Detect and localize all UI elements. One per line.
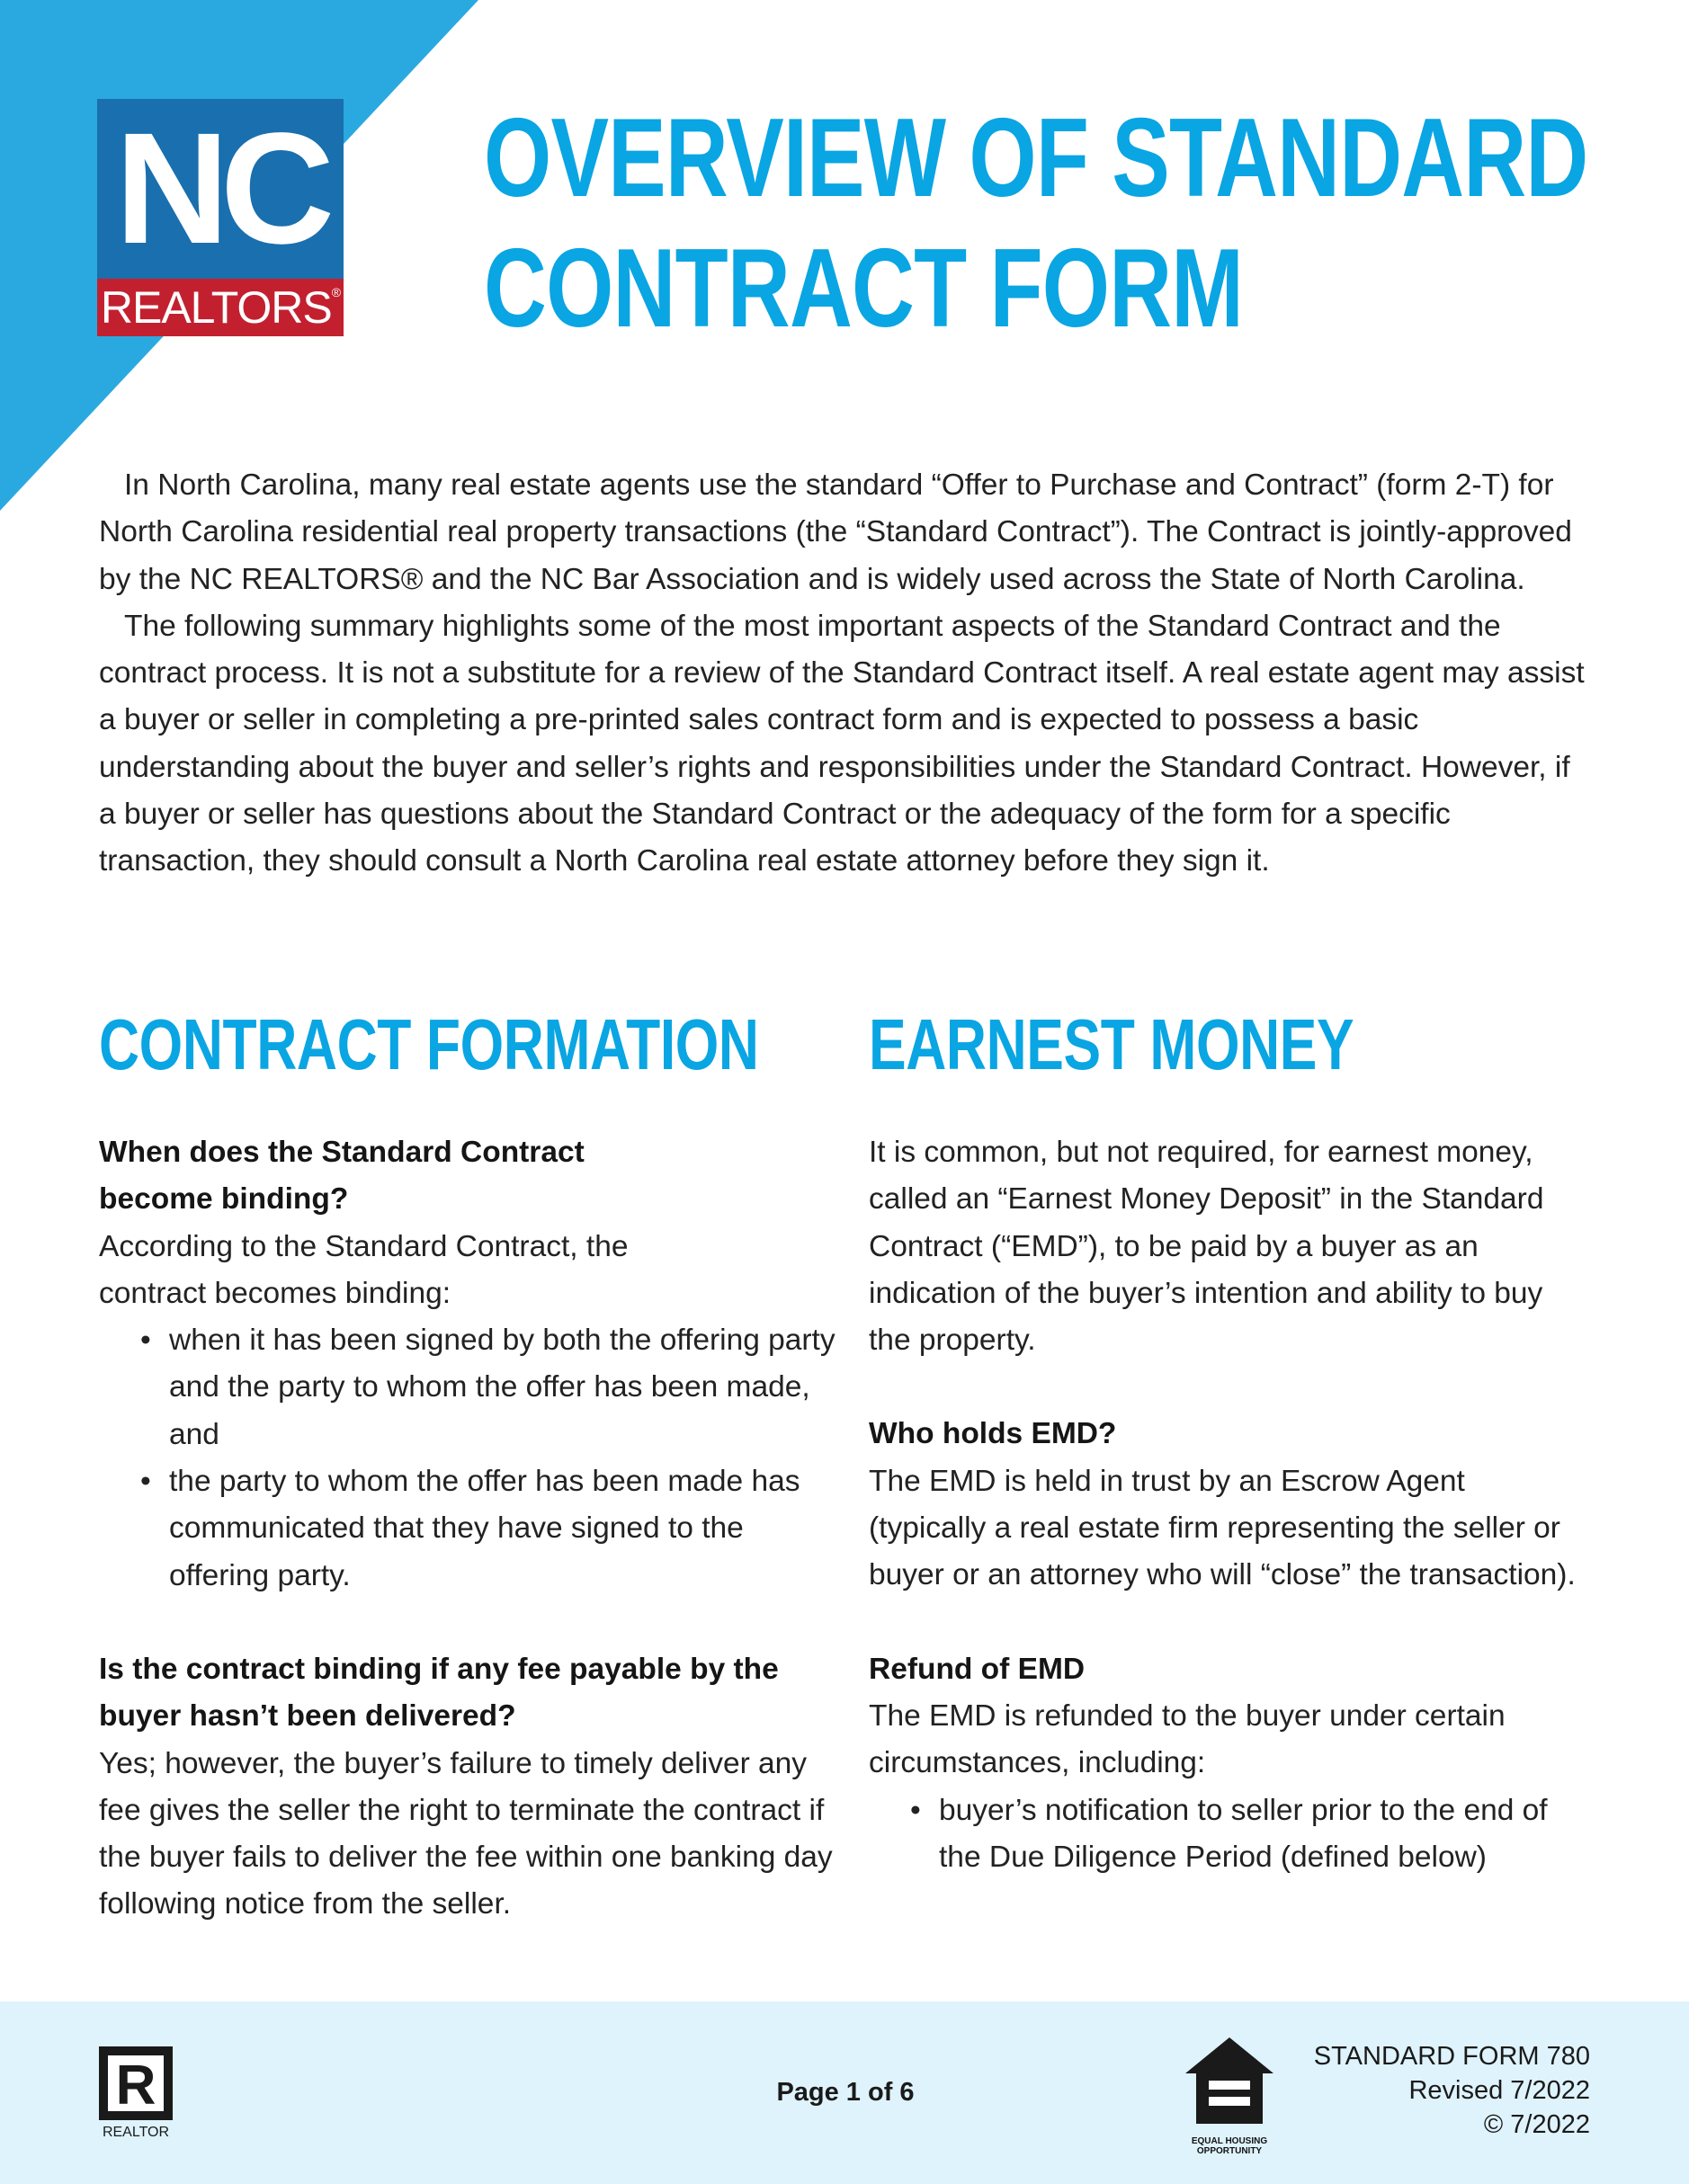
form-info <box>1241 2039 1590 2142</box>
binding-question: When does the Standard Contract become binding? <box>99 1136 585 1217</box>
intro-section <box>99 462 1592 886</box>
form-name: STANDARD FORM 780 <box>1313 2042 1590 2071</box>
contract-formation-heading: CONTRACT FORMATION <box>99 1004 759 1084</box>
page-footer <box>0 2001 1689 2184</box>
page-number: Page 1 of 6 <box>776 2078 915 2107</box>
bullet-icon: • <box>140 1465 151 1499</box>
contract-formation-section <box>99 998 836 1929</box>
earnest-money-heading: EARNEST MONEY <box>869 1004 1354 1084</box>
fee-question: Is the contract binding if any fee payable by the buyer hasn’t been delivered? <box>99 1652 779 1734</box>
page-title-line-1: OVERVIEW OF STANDARD <box>484 96 1588 220</box>
nc-realtors-logo <box>97 99 344 336</box>
earnest-money-section <box>869 998 1588 1881</box>
page-title-line-2: CONTRACT FORM <box>484 227 1244 351</box>
fee-answer: Yes; however, the buyer’s failure to timely deliver any fee gives the seller the right to terminate the contract if the buyer fails to deliver the fee within one banking day following notice from the seller. <box>99 1746 833 1921</box>
list-item: • the party to whom the offer has been made has communicated that they have signed to the offering party. <box>169 1458 836 1600</box>
realtor-logo-text: REALTOR <box>102 2125 170 2140</box>
binding-answer: According to the Standard Contract, the contract becomes binding: <box>99 1229 629 1310</box>
emd-intro: It is common, but not required, for earnest money, called an “Earnest Money Deposit” in the Standard Contract (“EMD”), to be paid by a buyer as an indication of the buyer’s intention and ability to buy the property. <box>869 1136 1544 1358</box>
intro-paragraph-2: The following summary highlights some of the most important aspects of the Standard Contract and the contract process. It is not a substitute for a review of the Standard Contract itself. A real estate agent may assist a buyer or seller in completing a pre-printed sales contract form and is expected to possess a basic understanding about the buyer and seller’s rights and responsibilities under the Standard Contract. However, if a buyer or seller has questions about the Standard Contract or the adequacy of the form for a specific transaction, they should consult a North Carolina real estate attorney before they sign it. <box>99 609 1585 878</box>
emd-refund-text: The EMD is refunded to the buyer under certain circumstances, including: <box>869 1698 1506 1780</box>
emd-refund-list <box>869 1787 1588 1882</box>
list-item: • buyer’s notification to seller prior to the end of the Due Diligence Period (defined below) <box>939 1787 1588 1882</box>
page-title <box>484 94 1588 354</box>
emd-holder-answer: The EMD is held in trust by an Escrow Agent (typically a real estate firm representing the seller or buyer or an attorney who will “close” the transaction). <box>869 1464 1576 1592</box>
form-revised: Revised 7/2022 <box>1408 2076 1590 2105</box>
equal-housing-label: EQUAL HOUSING OPPORTUNITY <box>1191 2136 1268 2156</box>
binding-conditions-list <box>99 1317 836 1600</box>
bullet-icon: • <box>910 1793 921 1827</box>
emd-refund-heading: Refund of EMD <box>869 1652 1086 1686</box>
logo-realtors-text: REALTORS® <box>97 279 344 336</box>
form-copyright: © 7/2022 <box>1483 2110 1590 2139</box>
realtor-logo-icon <box>97 2045 174 2142</box>
logo-nc-text: NC <box>97 99 344 279</box>
list-item: • when it has been signed by both the offering party and the party to whom the offer has been made, and <box>169 1317 836 1458</box>
intro-paragraph-1: In North Carolina, many real estate agents use the standard “Offer to Purchase and Contract” (form 2-T) for North Carolina residential real property transactions (the “Standard Contract”). The Contract is jointly-approved by the NC REALTORS® and the NC Bar Association and is widely used across the State of North Carolina. <box>99 468 1572 596</box>
realtor-logo-letter: R <box>115 2055 156 2117</box>
bullet-icon: • <box>140 1324 151 1358</box>
emd-holder-question: Who holds EMD? <box>869 1417 1117 1451</box>
